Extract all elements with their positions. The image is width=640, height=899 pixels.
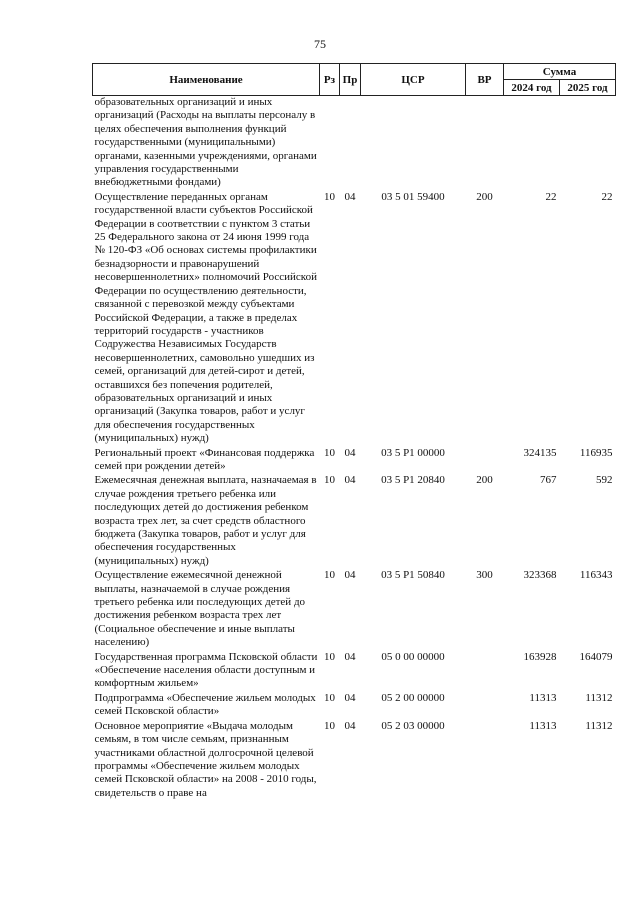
table-header [93, 64, 616, 96]
table-row [93, 692, 616, 720]
cell-csr: 03 5 Р1 00000 [381, 446, 445, 459]
cell-pr [340, 96, 361, 191]
cell-csr: 03 5 Р1 20840 [381, 474, 445, 487]
cell-pr: 04 [344, 650, 356, 663]
cell-name: Государственная программа Псковской области «Обеспечение населения области доступным и комфортным жильем» [94, 650, 318, 690]
cell-name: Ежемесячная денежная выплата, назначаемая в случае рождения третьего ребенка или последующих детей до достижения ребенком возраста трех лет, за счет средств областного бюджета (Закупка товаров, работ и услуг для обеспечения государственных (муниципальных) нужд) [94, 474, 317, 567]
cell-2025: 116343 [579, 569, 613, 582]
cell-rz: 10 [324, 691, 335, 704]
budget-table [92, 63, 616, 801]
cell-csr: 05 2 00 00000 [381, 691, 445, 704]
cell-csr: 05 0 00 00000 [381, 650, 445, 663]
cell-csr: 03 5 Р1 50840 [381, 569, 445, 582]
cell-vr: 300 [476, 569, 493, 582]
cell-csr [361, 96, 466, 191]
cell-2024: 11313 [529, 691, 557, 704]
header-vr: ВР [466, 64, 504, 96]
table-row [93, 447, 616, 475]
cell-2024: 323368 [523, 569, 557, 582]
cell-rz: 10 [324, 190, 335, 203]
cell-2025: 164079 [579, 650, 613, 663]
header-rz: Рз [320, 64, 340, 96]
cell-rz: 10 [324, 446, 335, 459]
cell-name: Подпрограмма «Обеспечение жильем молодых семей Псковской области» [94, 691, 316, 718]
cell-csr: 05 2 03 00000 [381, 719, 445, 732]
table-row [93, 96, 616, 191]
cell-csr: 03 5 01 59400 [381, 190, 445, 203]
cell-vr [466, 720, 504, 801]
header-sum: Сумма [504, 64, 616, 80]
cell-vr: 200 [476, 474, 493, 487]
cell-2025 [560, 96, 616, 191]
table-row [93, 474, 616, 569]
table-body [93, 96, 616, 802]
cell-vr [466, 692, 504, 720]
cell-2025: 11312 [585, 691, 613, 704]
cell-name: Осуществление переданных органам государственной власти субъектов Российской Федерации в соответствии с пунктом 3 статьи 25 Федерального закона от 24 июня 1999 года № 120-ФЗ «Об основах системы профилактики безнадзорности и правонарушений несовершеннолетних» полномочий Российской Федерации по осуществлению деятельности, связанной с перевозкой между субъектами Российской Федерации, а также в пределах территорий государств - участников Содружества Независимых Государств несовершеннолетних, самовольно ушедших из семей, организаций для детей-сирот и детей, оставшихся без попечения родителей, образовательных организаций и иных организаций (Закупка товаров, работ и услуг для обеспечения государственных (муниципальных) нужд) [94, 190, 317, 445]
cell-name: Основное мероприятие «Выдача молодым семьям, в том числе семьям, признанным участниками областной долгосрочной целевой программы «Обеспечение жильем молодых семей Псковской области» на 2008 - 2010 годы, свидетельств о праве на [94, 719, 317, 799]
cell-2024: 11313 [529, 719, 557, 732]
cell-name: Осуществление ежемесячной денежной выплаты, назначаемой в случае рождения третьего ребенка или последующих детей до достижения ребенком возраста трех лет (Социальное обеспечение и иные выплаты населению) [94, 569, 306, 649]
cell-vr [466, 96, 504, 191]
cell-vr [466, 447, 504, 475]
cell-pr: 04 [344, 190, 356, 203]
cell-rz: 10 [324, 650, 335, 663]
header-2025: 2025 год [560, 80, 616, 96]
cell-pr: 04 [344, 719, 356, 732]
cell-pr: 04 [344, 691, 356, 704]
table-row [93, 569, 616, 650]
cell-name: образовательных организаций и иных организаций (Расходы на выплаты персоналу в целях обеспечения выполнения функций государственными (муниципальными) органами, казенными учреждениями, органами управления государственными внебюджетными фондами) [94, 96, 317, 189]
cell-pr: 04 [344, 474, 356, 487]
cell-vr [466, 651, 504, 692]
cell-2025: 592 [596, 474, 613, 487]
table-row [93, 651, 616, 692]
cell-2024 [504, 96, 560, 191]
cell-2024: 163928 [523, 650, 557, 663]
cell-2025: 116935 [579, 446, 613, 459]
table-row [93, 191, 616, 447]
cell-2025: 11312 [585, 719, 613, 732]
cell-2024: 767 [540, 474, 557, 487]
cell-pr: 04 [344, 569, 356, 582]
cell-rz: 10 [324, 474, 335, 487]
cell-vr: 200 [476, 190, 493, 203]
cell-2025: 22 [601, 190, 613, 203]
cell-rz [320, 96, 340, 191]
header-name: Наименование [93, 64, 320, 96]
page-number: 75 [314, 37, 326, 51]
header-pr: Пр [340, 64, 361, 96]
cell-2024: 22 [545, 190, 557, 203]
cell-name: Региональный проект «Финансовая поддержка семей при рождении детей» [94, 446, 315, 472]
header-2024: 2024 год [504, 80, 560, 96]
header-csr: ЦСР [361, 64, 466, 96]
cell-pr: 04 [344, 446, 356, 459]
table-row [93, 720, 616, 801]
cell-rz: 10 [324, 569, 335, 582]
cell-rz: 10 [324, 719, 335, 732]
cell-2024: 324135 [523, 446, 557, 459]
